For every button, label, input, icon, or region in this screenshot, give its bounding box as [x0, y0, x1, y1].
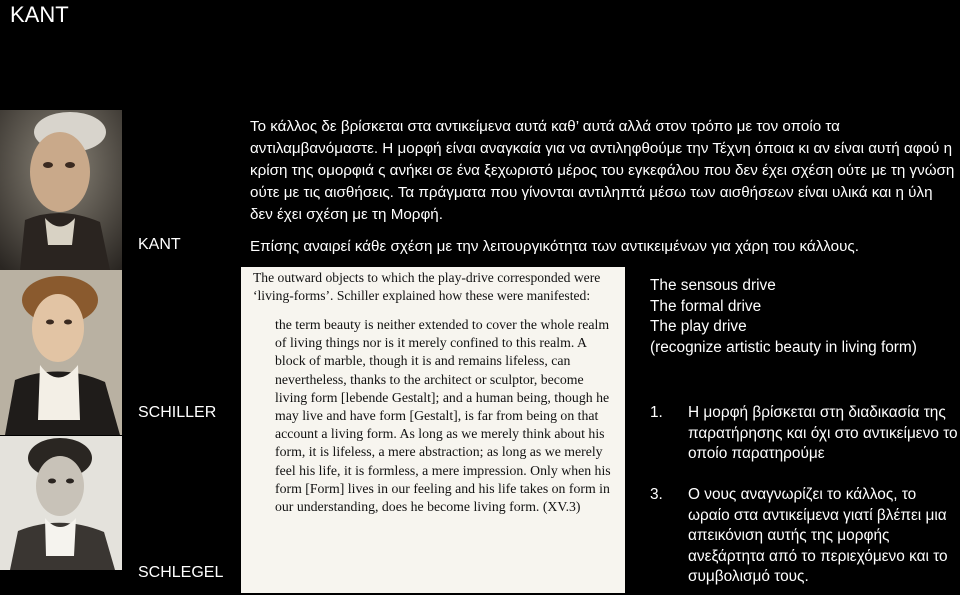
- schiller-label: SCHILLER: [138, 404, 217, 421]
- quote-lead: The outward objects to which the play-drive corresponded were ‘living-forms’. Schiller explained how these were manifested:: [253, 270, 601, 303]
- drives-list: [650, 276, 955, 358]
- schlegel-portrait: [0, 436, 122, 570]
- item-number: 1.: [650, 404, 663, 421]
- item-text: Ο νους αναγνωρίζει το κάλλος, το ωραίο στα αντικείμενα γιατί βλέπει μια απεικόνιση αυτής της μορφής ανεξάρτητα από το περιεχόμενο και το συμβολισμό τους.: [688, 486, 948, 585]
- drive-item: The sensous drive: [650, 277, 776, 294]
- item-number: 3.: [650, 486, 663, 503]
- intro-paragraph: Το κάλλος δε βρίσκεται στα αντικείμενα αυτά καθ’ αυτά αλλά στον τρόπο με τον οποίο τα αντιλαμβανόμαστε. Η μορφή είναι αναγκαία για να αντιληφθούμε την Τέχνη όποια κι αν είναι αυτή αφού η κρίση της ομορφιά ς ανήκει σε ένα ξεχωριστό μέρος του εγκεφάλου που δεν έχει σχέση ούτε με τη γνώση ούτε με τις αισθήσεις. Τα πράγματα που γίνονται αντιληπτά μέσω των αισθήσεων είναι υλικά και η ύλη δεν έχει σχέση με τη Μορφή.: [250, 118, 955, 223]
- quote-scan: [241, 267, 625, 593]
- quote-body: the term beauty is neither extended to cover the whole realm of living things nor is it merely confined to this realm. A block of marble, though it is and remains lifeless, can nevertheless, thanks to the architect or sculptor, become living form [lebende Gestalt]; and a human being, though he may live and have form [Gestalt], is far from being on that account a living form. As long as we merely think about his form, it is lifeless, a mere abstraction; as long as we merely feel his life, it is formless, a mere impression. Only when his form [Form] lives in our feeling and his life takes on form in our understanding, does he become living form. (XV.3): [275, 317, 611, 515]
- drive-item: The formal drive: [650, 297, 762, 315]
- kant-label: KANT: [138, 236, 181, 253]
- schiller-portrait: [0, 270, 122, 435]
- item-text: Η μορφή βρίσκεται στη διαδικασία της παρατήρησης και όχι στο αντικείμενο το οποίο παρατηρούμε: [688, 404, 958, 462]
- drive-item: The play drive: [650, 318, 747, 335]
- drive-item: (recognize artistic beauty in living form): [650, 338, 917, 356]
- kant-portrait: [0, 110, 122, 270]
- slide-title: KANT: [10, 2, 69, 27]
- schlegel-label: SCHLEGEL: [138, 564, 224, 581]
- intro-paragraph-2: Επίσης αναιρεί κάθε σχέση με την λειτουργικότητα των αντικειμένων για χάρη του κάλλους.: [250, 238, 859, 255]
